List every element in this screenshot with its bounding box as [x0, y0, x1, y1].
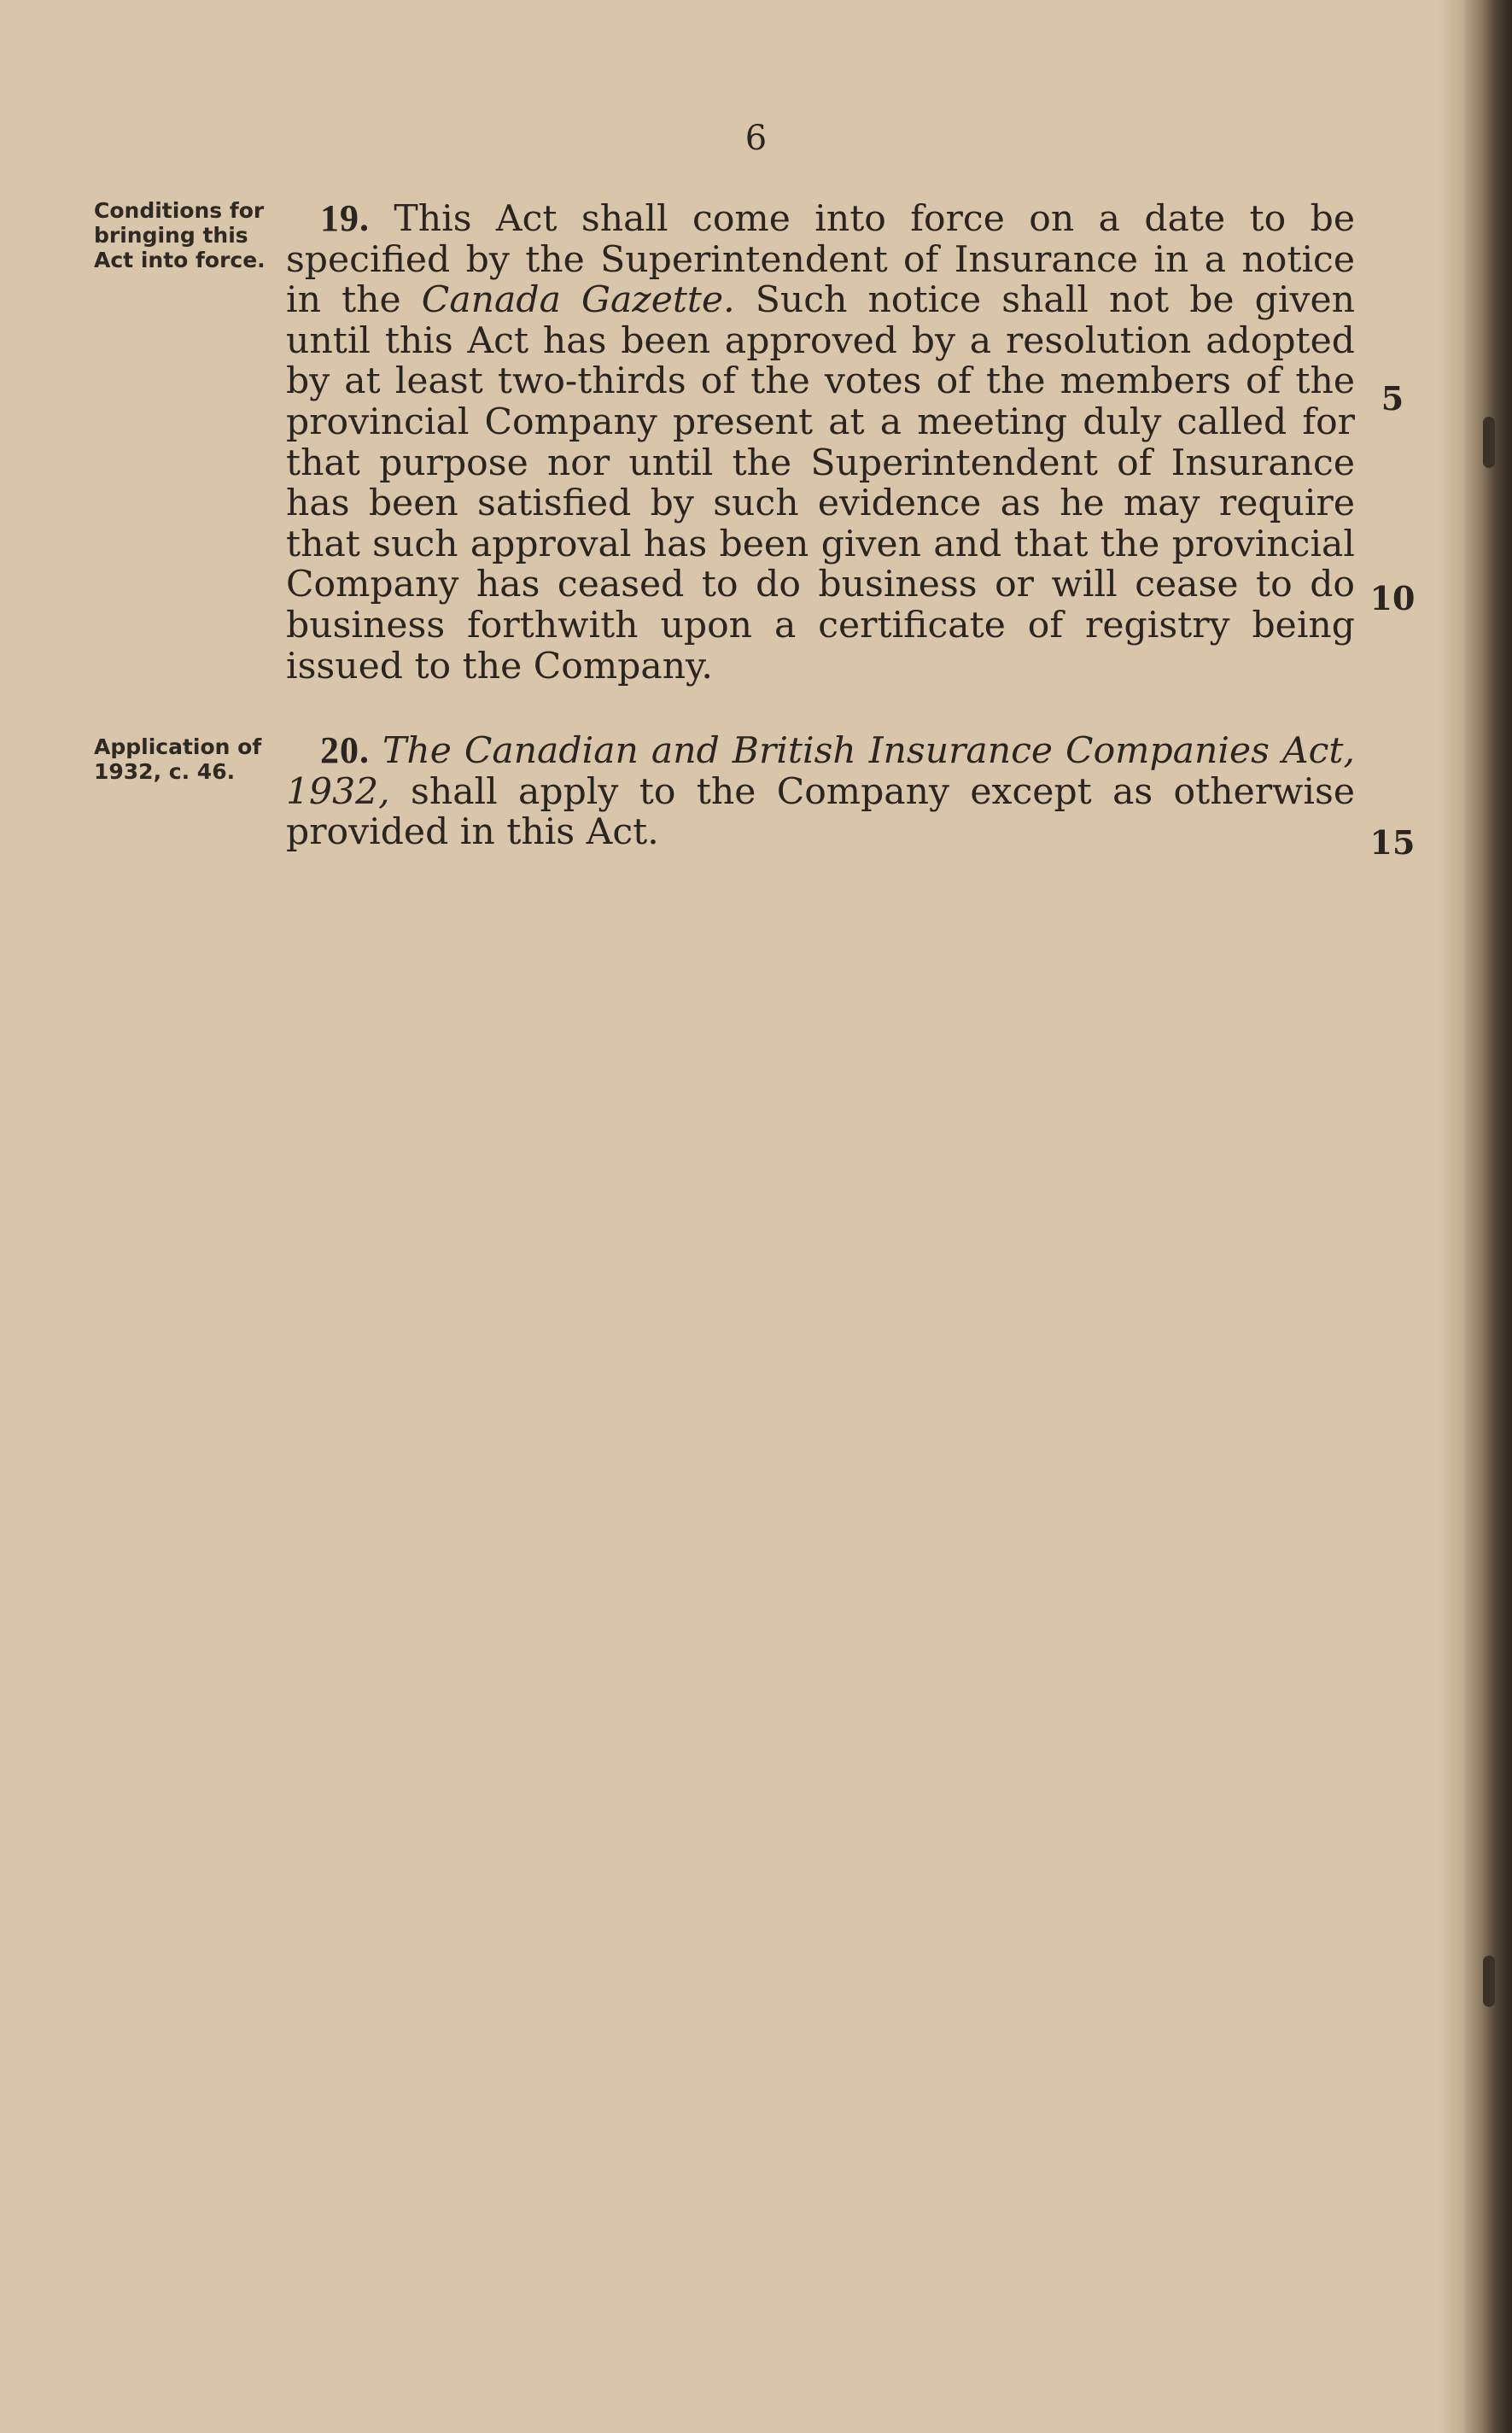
- section-text-continued: Such notice shall not be given until this Act has been approved by a resolution adopted by at least two-thirds of the votes of the members of the provincial Company present at a meeting duly called for that purpose nor until the Superintendent of Insurance has been satisfied by such evidence as he may require that such approval has been given and that the provincial Company has ceased to do business or will cease to do business forthwith upon a certificate of registry being issued to the Company.: [286, 279, 1355, 687]
- section-19: [286, 198, 1355, 687]
- section-number: 20.: [320, 729, 370, 771]
- sidenote-section-20: Application of 1932, c. 46.: [94, 734, 262, 784]
- binding-edge: [1464, 0, 1512, 2433]
- sidenote-section-19: Conditions for bringing this Act into force.: [94, 198, 266, 272]
- act-title: The Canadian and British Insurance Companies Act, 1932,: [286, 730, 1355, 813]
- line-number-15: 15: [1369, 823, 1416, 862]
- line-number-5: 5: [1381, 379, 1404, 418]
- line-number-10: 10: [1369, 579, 1416, 617]
- section-20: [286, 730, 1355, 853]
- binding-clip-bottom: [1483, 1956, 1495, 2007]
- gazette-title: Canada Gazette.: [421, 279, 735, 322]
- binding-shadow: [1439, 0, 1464, 2433]
- binding-clip-top: [1483, 417, 1495, 468]
- section-number: 19.: [320, 197, 370, 239]
- section-text: shall apply to the Company except as otherwise provided in this Act.: [286, 770, 1355, 854]
- page-number: 6: [744, 119, 768, 158]
- section-text: This Act shall come into force on a date to be specified by the Superintendent of Insurance in a notice in the: [286, 198, 1355, 322]
